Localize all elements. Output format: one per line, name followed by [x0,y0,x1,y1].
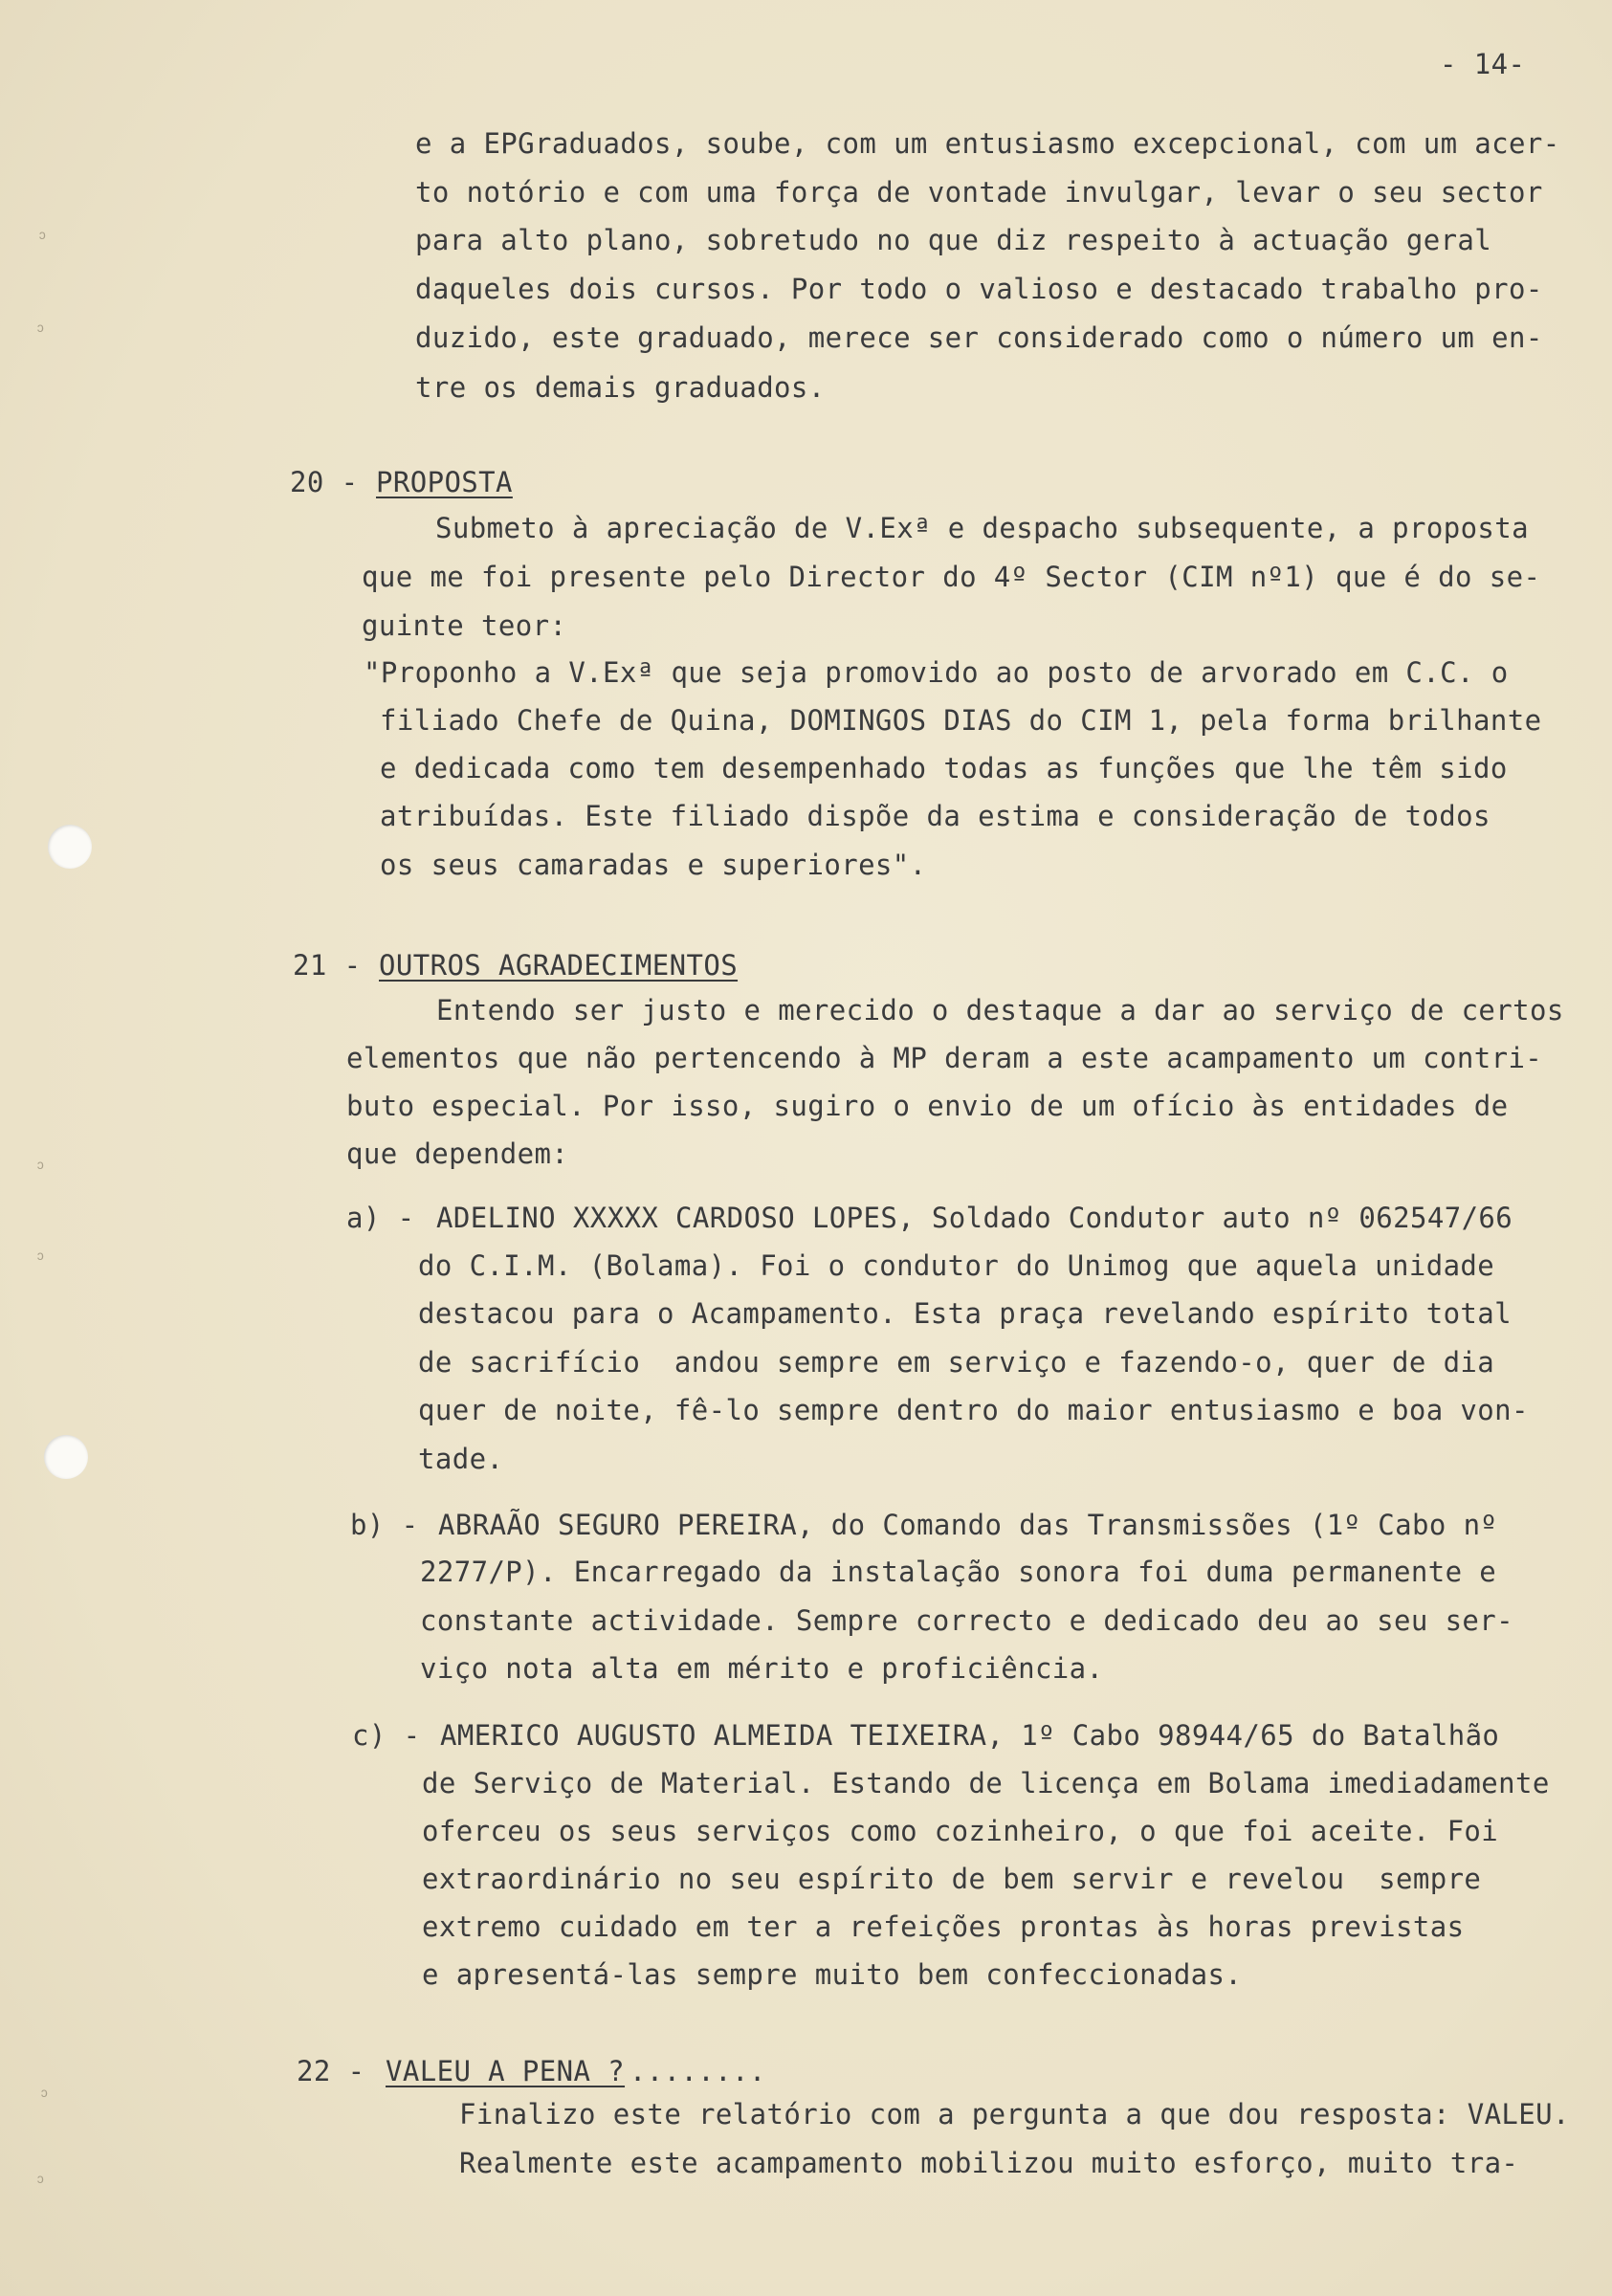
item-b-marker: b) - [350,1509,419,1541]
text-line: constante actividade. Sempre correcto e dedicado deu ao seu ser- [420,1604,1514,1637]
text-line: viço nota alta em mérito e proficiência. [420,1652,1104,1685]
section-21-heading: OUTROS AGRADECIMENTOS [379,949,739,982]
punch-hole-upper [48,825,92,869]
text-line: elementos que não pertencendo à MP deram a este acampamento um contri- [346,1042,1543,1074]
section-22-number: 22 - [297,2055,365,2087]
punch-hole-lower [44,1435,88,1479]
text-line: tre os demais graduados. [415,371,826,404]
text-line: Entendo ser justo e merecido o destaque a dar ao serviço de certos [436,994,1564,1027]
item-c-marker: c) - [352,1719,421,1752]
section-20-heading: PROPOSTA [376,466,513,498]
text-line: ADELINO XXXXX CARDOSO LOPES, Soldado Condutor auto nº 062547/66 [436,1202,1513,1234]
margin-mark: ↄ [36,1248,45,1264]
text-line: de Serviço de Material. Estando de licença em Bolama imediadamente [422,1767,1550,1799]
section-20-number: 20 - [290,466,359,498]
section-21-number: 21 - [293,949,362,982]
text-line: tade. [418,1443,504,1475]
section-22-dots: ........ [612,2055,766,2087]
text-line: 2277/P). Encarregado da instalação sonora foi duma permanente e [420,1556,1497,1588]
margin-mark: ↄ [36,2172,45,2187]
text-line: que dependem: [346,1137,569,1170]
text-line: e dedicada como tem desempenhado todas as funções que lhe têm sido [380,752,1508,784]
text-line: para alto plano, sobretudo no que diz respeito à actuação geral [415,224,1492,256]
text-line: filiado Chefe de Quina, DOMINGOS DIAS do CIM 1, pela forma brilhante [380,704,1542,737]
margin-mark: ↄ [36,1158,45,1173]
text-line: de sacrifício andou sempre em serviço e fazendo-o, quer de dia [418,1346,1495,1379]
text-line: extremo cuidado em ter a refeições prontas às horas previstas [422,1910,1465,1943]
text-line: Finalizo este relatório com a pergunta a que dou resposta: VALEU. [459,2098,1570,2130]
text-line: quer de noite, fê-lo sempre dentro do maior entusiasmo e boa von- [418,1394,1529,1426]
text-line: daqueles dois cursos. Por todo o valioso e destacado trabalho pro- [415,273,1543,305]
text-line: Realmente este acampamento mobilizou muito esforço, muito tra- [459,2147,1519,2179]
margin-mark: ↄ [36,320,45,336]
margin-mark: ↄ [38,228,47,243]
text-line: buto especial. Por isso, sugiro o envio de um ofício às entidades de [346,1090,1509,1122]
text-line: e apresentá-las sempre muito bem confeccionadas. [422,1958,1243,1991]
text-line: guinte teor: [362,609,567,642]
margin-mark: ↄ [40,2086,49,2101]
text-line: ABRAÃO SEGURO PEREIRA, do Comando das Transmissões (1º Cabo nº [438,1509,1498,1541]
section-22-heading: VALEU A PENA ? [386,2055,626,2087]
text-line: os seus camaradas e superiores". [380,849,927,881]
text-line: to notório e com uma força de vontade invulgar, levar o seu sector [415,176,1543,209]
text-line: "Proponho a V.Exª que seja promovido ao posto de arvorado em C.C. o [364,656,1509,689]
text-line: que me foi presente pelo Director do 4º Sector (CIM nº1) que é do se- [362,561,1541,593]
text-line: do C.I.M. (Bolama). Foi o condutor do Unimog que aquela unidade [418,1249,1495,1282]
text-line: duzido, este graduado, merece ser considerado como o número um en- [415,321,1543,354]
text-line: oferceu os seus serviços como cozinheiro, o que foi aceite. Foi [422,1815,1499,1847]
text-line: extraordinário no seu espírito de bem servir e revelou sempre [422,1863,1482,1895]
text-line: atribuídas. Este filiado dispõe da estima e consideração de todos [380,800,1491,832]
text-line: Submeto à apreciação de V.Exª e despacho subsequente, a proposta [435,512,1530,544]
text-line: AMERICO AUGUSTO ALMEIDA TEIXEIRA, 1º Cabo 98944/65 do Batalhão [440,1719,1500,1752]
page-number: - 14- [1440,48,1526,80]
item-a-marker: a) - [346,1202,415,1234]
text-line: e a EPGraduados, soube, com um entusiasmo excepcional, com um acer- [415,127,1560,160]
text-line: destacou para o Acampamento. Esta praça revelando espírito total [418,1297,1513,1330]
